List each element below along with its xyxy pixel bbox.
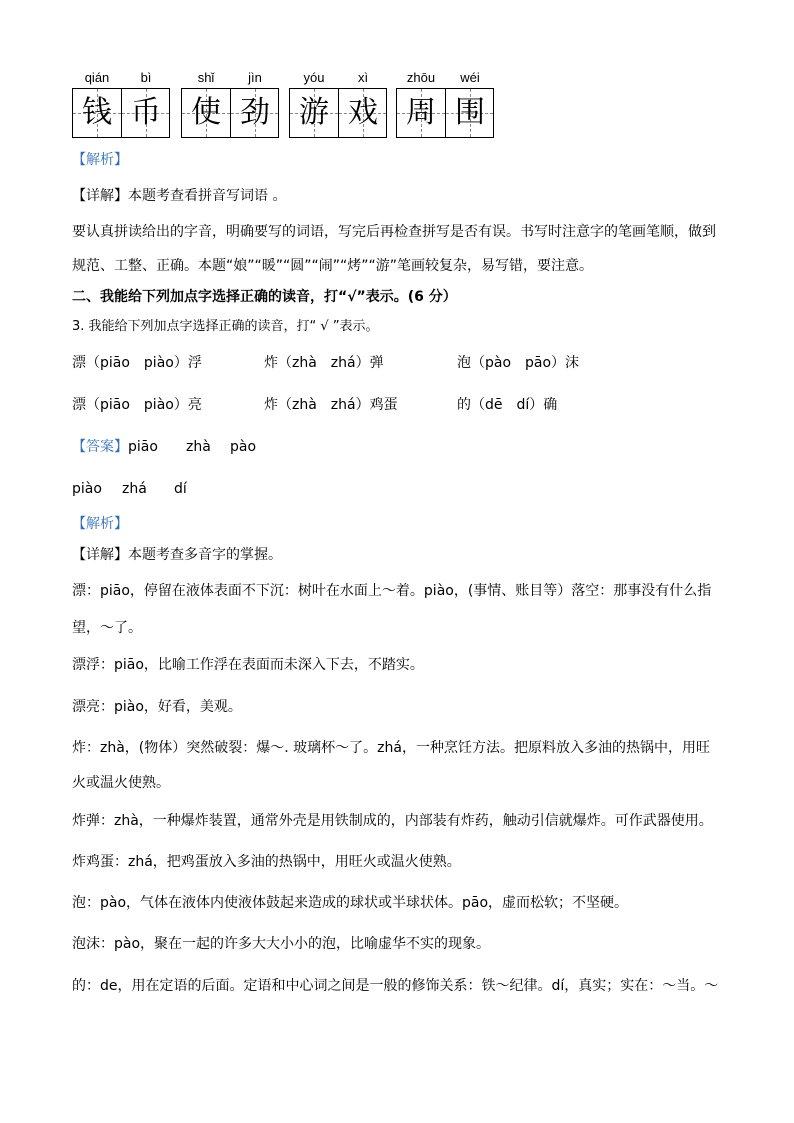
pinyin-label: yóu bbox=[303, 70, 325, 85]
answer-value: pào bbox=[230, 439, 257, 455]
explanation-line: 炸弹：zhà，一种爆炸装置，通常外壳是用铁制成的，内部装有炸药，触动引信就爆炸。可作武器使用。 bbox=[72, 813, 713, 829]
pinyin-label: xì bbox=[357, 70, 369, 85]
answer-value: zhà bbox=[186, 439, 211, 455]
char: 围 bbox=[455, 95, 485, 130]
answer-value: zhá bbox=[122, 481, 147, 497]
option-item: 的（dē dí）确 bbox=[457, 397, 558, 413]
answer-value: piāo bbox=[128, 439, 158, 455]
pinyin-label: shǐ bbox=[197, 70, 215, 85]
word-box bbox=[396, 88, 494, 138]
char: 游 bbox=[299, 95, 329, 130]
char: 劲 bbox=[240, 95, 270, 130]
char-cell bbox=[397, 89, 445, 137]
answer-value: piào bbox=[72, 481, 102, 497]
detail-text: 【详解】本题考查看拼音写词语 。 bbox=[72, 188, 287, 204]
section-heading: 二、我能给下列加点字选择正确的读音，打“√”表示。(6 分） bbox=[72, 289, 457, 305]
pinyin-label: zhōu bbox=[406, 70, 436, 85]
explanation-line: 望，～了。 bbox=[72, 620, 142, 636]
char-cell bbox=[121, 89, 169, 137]
explanation-line: 的：de，用在定语的后面。定语和中心词之间是一般的修饰关系：铁～纪律。dí，真实；实在：～当。～ bbox=[72, 978, 719, 994]
char-cell bbox=[182, 89, 230, 137]
char: 戏 bbox=[348, 95, 378, 130]
char: 币 bbox=[131, 95, 161, 130]
char-cell bbox=[290, 89, 338, 137]
option-item: 泡（pào pāo）沫 bbox=[457, 355, 580, 371]
explanation-line: 炸：zhà，(物体）突然破裂：爆～. 玻璃杯～了。zhá，一种烹饪方法。把原料放入多油的热锅中，用旺 bbox=[72, 740, 710, 756]
explanation-line: 火或温火使熟。 bbox=[72, 775, 170, 791]
explanation-line: 要认真拼读给出的字音，明确要写的词语，写完后再检查拼写是否有误。书写时注意字的笔画笔顺，做到 bbox=[72, 224, 716, 240]
detail-text: 【详解】本题考查多音字的掌握。 bbox=[72, 547, 282, 563]
option-item: 漂（piāo piào）亮 bbox=[72, 397, 202, 413]
char: 钱 bbox=[82, 95, 112, 130]
char: 周 bbox=[406, 95, 436, 130]
pinyin-label: wéi bbox=[460, 70, 480, 85]
word-box bbox=[181, 88, 279, 138]
char-cell bbox=[338, 89, 386, 137]
explanation-line: 泡沫：pào，聚在一起的许多大大小小的泡，比喻虚华不实的现象。 bbox=[72, 936, 491, 952]
explanation-line: 漂亮：piào，好看，美观。 bbox=[72, 699, 242, 715]
pinyin-label: bì bbox=[140, 70, 152, 85]
analysis-label: 【解析】 bbox=[72, 516, 128, 532]
word-box bbox=[72, 88, 170, 138]
answer-label: 【答案】 bbox=[72, 439, 128, 455]
analysis-label: 【解析】 bbox=[72, 152, 128, 168]
explanation-line: 泡：pào，气体在液体内使液体鼓起来造成的球状或半球状体。pāo，虚而松软；不坚硬。 bbox=[72, 895, 629, 911]
answer-value: dí bbox=[174, 481, 187, 497]
explanation-line: 漂：piāo，停留在液体表面不下沉：树叶在水面上～着。piào，(事情、账目等）落空：那事没有什么指 bbox=[72, 583, 712, 599]
question-text: 3. 我能给下列加点字选择正确的读音，打“ √ ”表示。 bbox=[72, 319, 379, 334]
option-item: 漂（piāo piào）浮 bbox=[72, 355, 202, 371]
option-item: 炸（zhà zhá）鸡蛋 bbox=[264, 397, 398, 413]
explanation-line: 炸鸡蛋：zhá，把鸡蛋放入多油的热锅中，用旺火或温火使熟。 bbox=[72, 854, 461, 870]
char-cell bbox=[73, 89, 121, 137]
pinyin-label: jìn bbox=[248, 70, 262, 85]
char-cell bbox=[230, 89, 278, 137]
pinyin-label: qián bbox=[84, 70, 110, 85]
char: 使 bbox=[191, 95, 221, 130]
word-box bbox=[289, 88, 387, 138]
explanation-line: 规范、工整、正确。本题“娘”“暖”“圆”“闹”“烤”“游”笔画较复杂，易写错，要注意。 bbox=[72, 258, 594, 274]
explanation-line: 漂浮：piāo，比喻工作浮在表面而未深入下去，不踏实。 bbox=[72, 657, 424, 673]
char-cell bbox=[445, 89, 493, 137]
option-item: 炸（zhà zhá）弹 bbox=[264, 355, 384, 371]
